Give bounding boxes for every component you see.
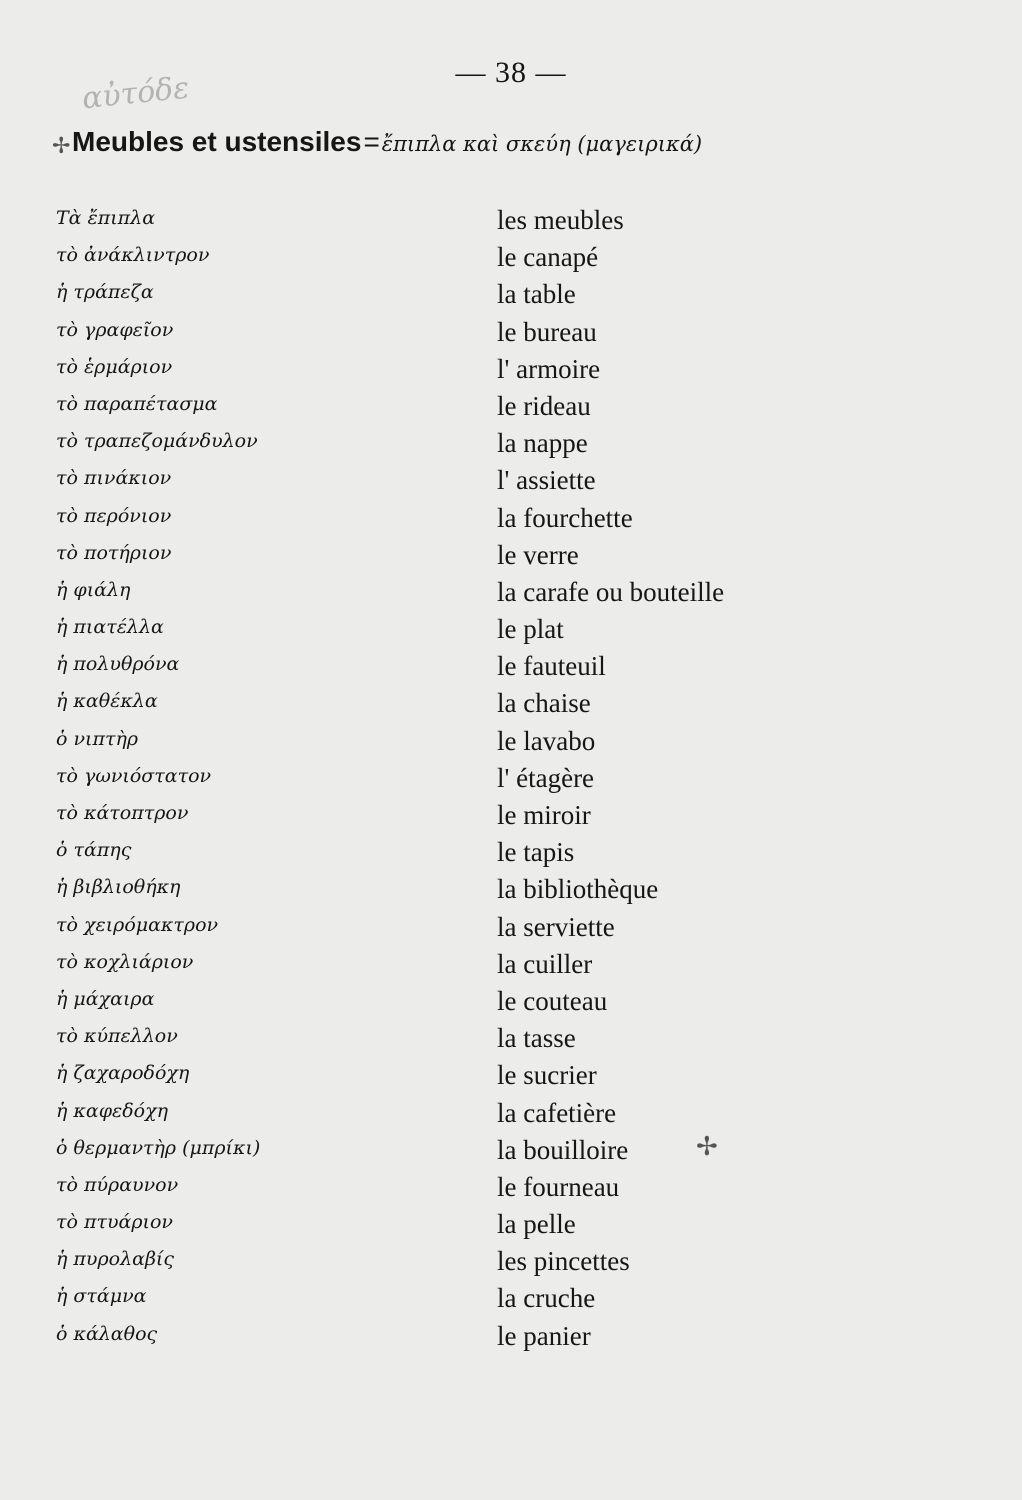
french-term: la cafetière <box>497 1097 617 1128</box>
french-term: la pelle <box>497 1209 576 1240</box>
greek-term: τὸ κύπελλον <box>56 1025 178 1048</box>
french-term: l' assiette <box>497 465 596 496</box>
greek-term: ἡ βιβλιοθήκη <box>56 876 181 899</box>
french-term: le bureau <box>497 316 597 347</box>
french-term: la tasse <box>497 1023 576 1054</box>
french-term: l' étagère <box>497 762 595 793</box>
greek-term: ὁ θερμαντὴρ (μπρίκι) <box>56 1136 261 1159</box>
greek-term: τὸ ἑρμάριον <box>56 355 173 378</box>
cross-mark-icon: ✢ <box>696 1132 718 1162</box>
greek-term: ὁ κάλαθος <box>56 1322 158 1345</box>
french-term: le plat <box>497 614 564 645</box>
greek-term: τὸ τραπεζομάνδυλον <box>56 430 258 453</box>
french-term: le fourneau <box>497 1171 620 1202</box>
greek-term: τὸ πινάκιον <box>56 467 172 490</box>
french-term: le miroir <box>497 800 591 830</box>
french-term: le verre <box>497 539 579 570</box>
french-term: les pincettes <box>497 1246 630 1277</box>
greek-term: ἡ ζαχαροδόχη <box>56 1062 190 1085</box>
french-term: la nappe <box>497 428 588 459</box>
greek-term: τὸ πτυάριον <box>56 1211 173 1234</box>
greek-term: ὁ τάπης <box>56 839 132 862</box>
greek-term: τὸ πύραυνον <box>56 1173 179 1196</box>
greek-term: τὸ χειρόμακτρον <box>56 913 219 936</box>
heading-greek: ἔπιπλα καὶ σκεύη (μαγειρικά) <box>381 132 703 156</box>
greek-term: τὸ γωνιόστατον <box>56 764 212 787</box>
page-number: — 38 — <box>455 56 567 89</box>
french-term: la bibliothèque <box>497 874 659 905</box>
french-term: la fourchette <box>497 502 633 533</box>
faded-margin-note: αὐτόδε <box>80 70 191 117</box>
french-term: le sucrier <box>497 1060 597 1091</box>
greek-column <box>56 200 476 1353</box>
french-term: le couteau <box>497 985 608 1016</box>
french-term: les meubles <box>497 205 624 235</box>
french-term: l' armoire <box>497 353 601 384</box>
greek-term: τὸ παραπέτασμα <box>56 392 218 415</box>
french-term: la carafe ou bouteille <box>497 576 725 607</box>
french-term: la cuiller <box>497 948 593 979</box>
french-term: le rideau <box>497 390 591 421</box>
greek-term: τὸ κοχλιάριον <box>56 950 194 973</box>
french-column <box>497 202 917 1355</box>
greek-term: τὸ ποτήριον <box>56 541 172 564</box>
greek-term: ἡ πολυθρόνα <box>56 653 180 676</box>
heading-french: Meubles et ustensiles <box>72 126 362 157</box>
greek-term: ὁ νιπτὴρ <box>56 727 139 750</box>
heading-separator: = <box>363 126 380 157</box>
greek-term: ἡ τράπεζα <box>56 281 154 304</box>
greek-term: ἡ στάμνα <box>56 1285 147 1308</box>
greek-term: ἡ καφεδόχη <box>56 1099 168 1122</box>
french-term: la serviette <box>497 911 615 942</box>
greek-term: ἡ μάχαιρα <box>56 987 155 1010</box>
greek-term: τὸ γραφεῖον <box>56 318 174 341</box>
french-term: la bouilloire <box>497 1134 629 1165</box>
greek-term: Τὰ ἔπιπλα <box>56 207 156 229</box>
greek-term: τὸ ἀνάκλιντρον <box>56 244 210 267</box>
french-term: la cruche <box>497 1283 596 1314</box>
french-term: la table <box>497 279 576 310</box>
greek-term: ἡ φιάλη <box>56 578 131 601</box>
greek-term: ἡ πυρολαβίς <box>56 1248 175 1271</box>
cross-mark-icon: ✢ <box>52 134 71 159</box>
french-term: le tapis <box>497 837 575 868</box>
french-term: le fauteuil <box>497 651 606 682</box>
french-term: le panier <box>497 1320 591 1351</box>
greek-term: ἡ πιατέλλα <box>56 616 164 639</box>
french-term: le canapé <box>497 242 599 273</box>
section-heading <box>72 126 702 158</box>
greek-term: τὸ κάτοπτρον <box>56 802 189 824</box>
greek-term: ἡ καθέκλα <box>56 690 158 713</box>
french-term: la chaise <box>497 688 591 719</box>
french-term: le lavabo <box>497 725 596 756</box>
greek-term: τὸ περόνιον <box>56 504 172 527</box>
